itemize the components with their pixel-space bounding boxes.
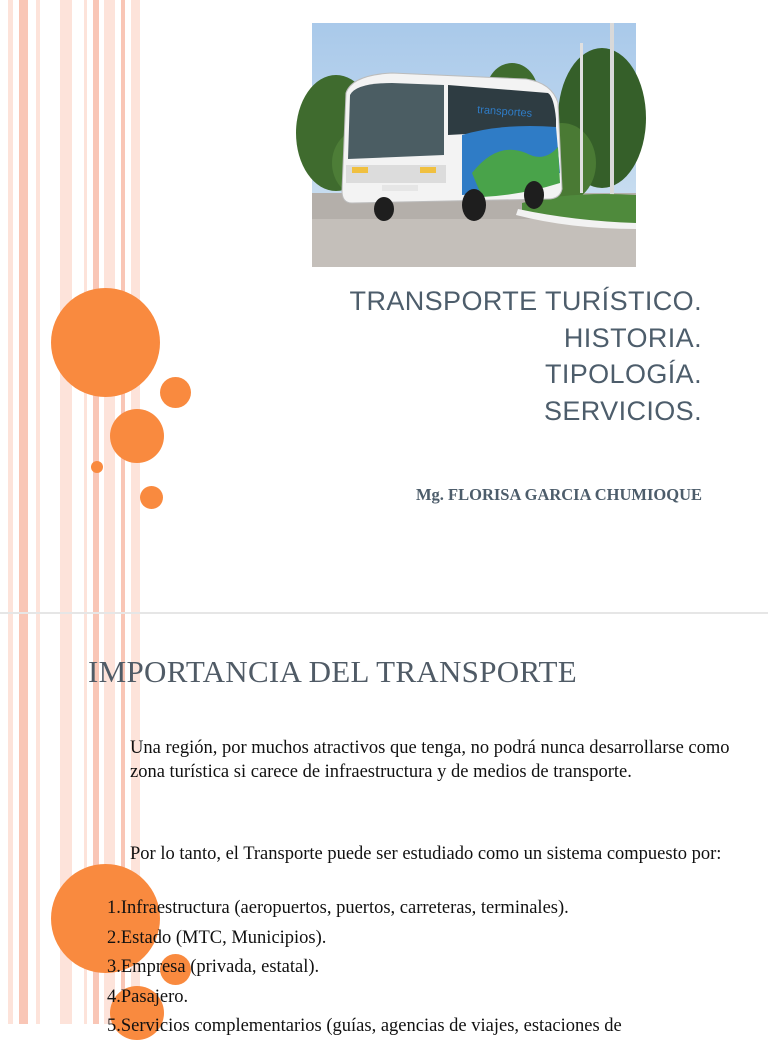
list-item: 2.Estado (MTC, Municipios). [107,927,327,948]
title-line: TRANSPORTE TURÍSTICO. [349,286,702,316]
components-list [107,894,622,1042]
paragraph: Una región, por muchos atractivos que tenga, no podrá nunca desarrollarse como zona turística si carece de infraestructura y de medios de transporte. [130,738,730,782]
decor-stripe [36,0,40,614]
list-item: 1.Infraestructura (aeropuertos, puertos, carreteras, terminales). [107,898,569,918]
decor-circle [91,461,103,473]
paragraph: Por lo tanto, el Transporte puede ser estudiado como un sistema compuesto por: [130,844,722,864]
decor-stripe [19,0,28,614]
slide-title [142,283,702,429]
bus-photo [312,23,636,267]
svg-text:transportes: transportes [476,104,533,120]
decor-stripe [19,614,28,1024]
list-item: 4.Pasajero. [107,986,189,1007]
list-item: 3.Empresa (privada, estatal). [107,957,320,977]
decor-stripe [8,0,13,614]
slide-heading: IMPORTANCIA DEL TRANSPORTE [88,654,578,689]
title-line: HISTORIA. [563,322,702,353]
title-line: SERVICIOS. [543,395,702,426]
decor-stripe [8,614,13,1024]
list-item: 5.Servicios complementarios (guías, agencias de viajes, estaciones de [107,1016,622,1036]
decor-stripe [36,614,40,1024]
decor-circle [140,486,163,509]
author-name: Mg. FLORISA GARCIA CHUMIOQUE [415,485,702,504]
decor-stripe [60,614,72,1024]
content-slide [0,614,768,1036]
title-line: TIPOLOGÍA. [544,359,702,389]
